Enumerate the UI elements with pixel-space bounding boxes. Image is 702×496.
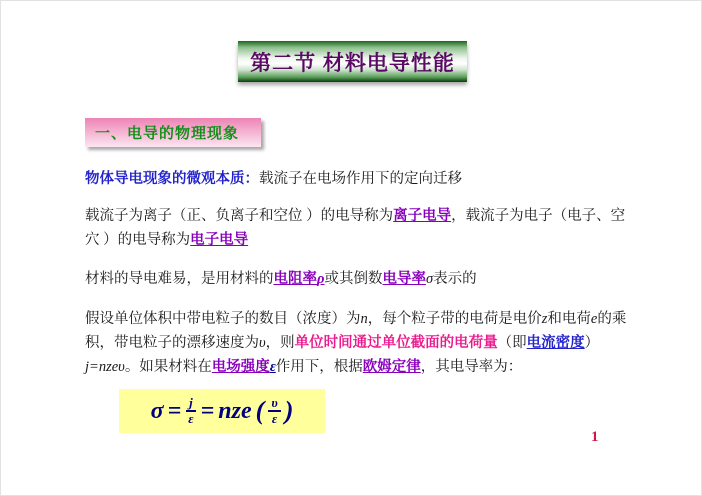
sigma-symbol: σ (150, 397, 164, 424)
paragraph-micro-nature (85, 167, 635, 191)
hyperlink-term-resistivity[interactable]: 电阻率 (273, 271, 317, 287)
symbol-sigma: σ (425, 271, 434, 287)
text-segment: 作用下，根据 (275, 359, 363, 375)
close-paren: ) (284, 396, 294, 425)
symbol-rho: ρ (317, 271, 325, 287)
hyperlink-term-electronic-conduction[interactable]: 电子电导 (190, 232, 249, 248)
text-segment: ，其电导率为： (420, 359, 523, 375)
text-segment: 载流子为离子（正、负离子和空位 ）的电导称为 (85, 208, 394, 224)
slide-title: 第二节 材料电导性能 (250, 51, 455, 75)
highlight-charge-per-section: 单位时间通过单位截面的电荷量 (294, 335, 498, 351)
symbol-epsilon: ε (269, 359, 276, 375)
text-segment: ） (584, 335, 600, 351)
fraction-numerator: j (186, 396, 196, 412)
conductivity-formula (119, 389, 325, 433)
paragraph-resistivity (85, 267, 635, 291)
section-banner (85, 118, 261, 147)
fraction-upsilon-over-epsilon (268, 396, 280, 427)
text-segment: 假设单位体积中带电粒子的数目（浓度）为 (85, 311, 361, 327)
hyperlink-term-current-density[interactable]: 电流密度 (526, 335, 585, 351)
coefficient-nze: nze (218, 397, 252, 424)
equation-j-nzev: j=nzeυ (85, 359, 125, 375)
hyperlink-term-ohms-law[interactable]: 欧姆定律 (362, 359, 421, 375)
symbol-z: z (541, 311, 548, 327)
hyperlink-term-ionic-conduction[interactable]: 离子电导 (393, 208, 452, 224)
text-segment: 物体导电现象的微观本质： (85, 171, 259, 187)
hyperlink-term-conductivity[interactable]: 电导率 (382, 271, 426, 287)
text-segment: 和电荷 (547, 311, 591, 327)
fraction-denominator: ε (271, 411, 278, 426)
hyperlink-term-field-strength[interactable]: 电场强度 (211, 359, 270, 375)
text-segment: 。如果材料在 (124, 359, 212, 375)
text-segment: 的乘积，带电粒子的漂移速度为 (85, 311, 627, 351)
symbol-e: e (590, 311, 598, 327)
equals-sign: = (200, 397, 215, 424)
fraction-denominator: ε (188, 411, 194, 426)
text-segment: 或其倒数 (324, 271, 383, 287)
page-number: 1 (591, 429, 599, 445)
text-segment: 材料的导电难易，是用材料的 (85, 271, 274, 287)
section-title: 一、电导的物理现象 (95, 125, 240, 142)
slide-title-banner (238, 41, 467, 82)
open-paren: ( (255, 396, 265, 425)
paragraph-derivation (85, 307, 635, 379)
text-segment: ，则 (265, 335, 295, 351)
equals-sign: = (167, 397, 182, 424)
text-segment: （即 (497, 335, 527, 351)
fraction-j-over-epsilon (185, 396, 196, 427)
text-segment: 载流子在电场作用下的定向迁移 (259, 171, 462, 187)
fraction-numerator: υ (268, 396, 280, 412)
symbol-n: n (360, 311, 368, 327)
symbol-upsilon: υ (259, 335, 266, 351)
text-segment: 表示的 (433, 271, 477, 287)
text-segment: ，载流子为电子（电子、空穴 ）的电导称为 (85, 208, 626, 248)
text-segment: ，每个粒子带的电荷是电价 (367, 311, 542, 327)
paragraph-carrier-types (85, 204, 635, 252)
